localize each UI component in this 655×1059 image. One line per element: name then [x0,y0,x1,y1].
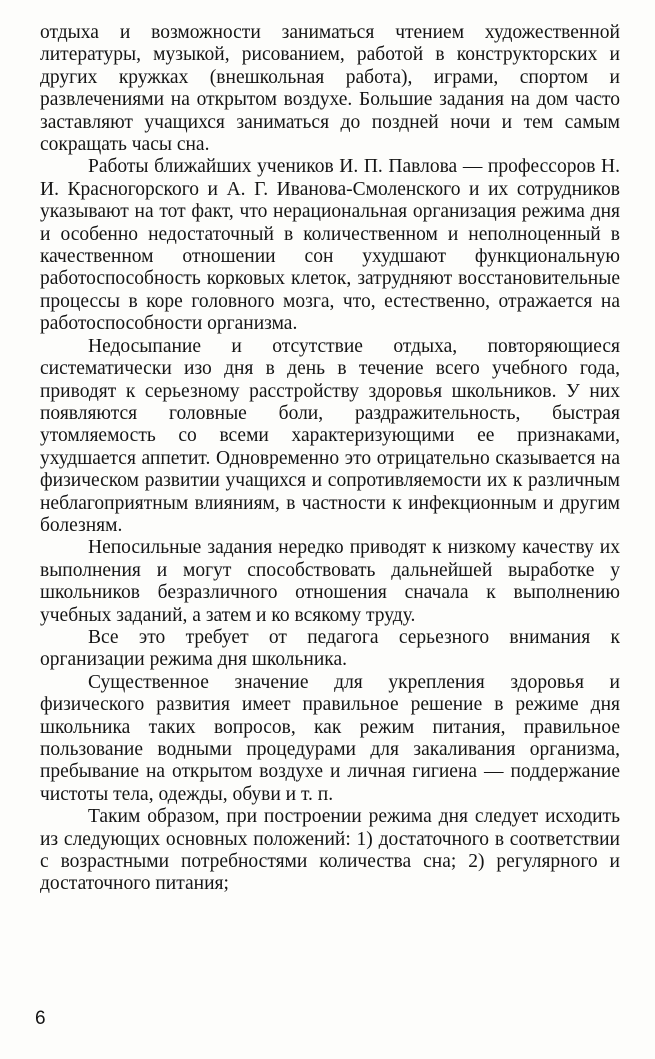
paragraph-3: Недосыпание и отсутствие отдыха, повторяющиеся систематически изо дня в день в течение всего учебного года, приводят к серьезному расстройству здоровья школьников. У них появляются головные боли, раздражительность, быстрая утомляемость со всеми характеризующими ее признаками, ухудшается аппетит. Одновременно это отрицательно сказывается на физическом развитии учащихся и сопротивляемости их к различным неблагоприятным влияниям, в частности к инфекционным и другим болезням. [40,335,620,536]
page-number: 6 [35,1008,46,1029]
paragraph-6: Существенное значение для укрепления здоровья и физического развития имеет правильное решение в режиме дня школьника таких вопросов, как режим питания, правильное пользование водными процедурами для закаливания организма, пребывание на открытом воздухе и личная гигиена — поддержание чистоты тела, одежды, обуви и т. п. [40,671,620,805]
paragraph-4: Непосильные задания нередко приводят к низкому качеству их выполнения и могут способствовать дальнейшей выработке у школьников безразличного отношения сначала к выполнению учебных заданий, а затем и ко всякому труду. [40,537,620,626]
paragraph-2: Работы ближайших учеников И. П. Павлова — профессоров Н. И. Красногорского и А. Г. Иванова-Смоленского и их сотрудников указывают на тот факт, что нерациональная организация режима дня и особенно недостаточный в количественном и неполноценный в качественном отношении сон ухудшают функциональную работоспособность корковых клеток, затрудняют восстановительные процессы в коре головного мозга, что, естественно, отражается на работоспособности организма. [40,156,620,335]
body-text [40,22,620,896]
paragraph-5: Все это требует от педагога серьезного внимания к организации режима дня школьника. [40,626,620,671]
paragraph-1: отдыха и возможности заниматься чтением художественной литературы, музыкой, рисованием, работой в конструкторских и других кружках (внешкольная работа), играми, спортом и развлечениями на открытом воздухе. Большие задания на дом часто заставляют учащихся заниматься до поздней ночи и тем самым сокращать часы сна. [40,22,620,156]
paragraph-7: Таким образом, при построении режима дня следует исходить из следующих основных положений: 1) достаточного в соответствии с возрастными потребностями количества сна; 2) регулярного и достаточного питания; [40,806,620,895]
